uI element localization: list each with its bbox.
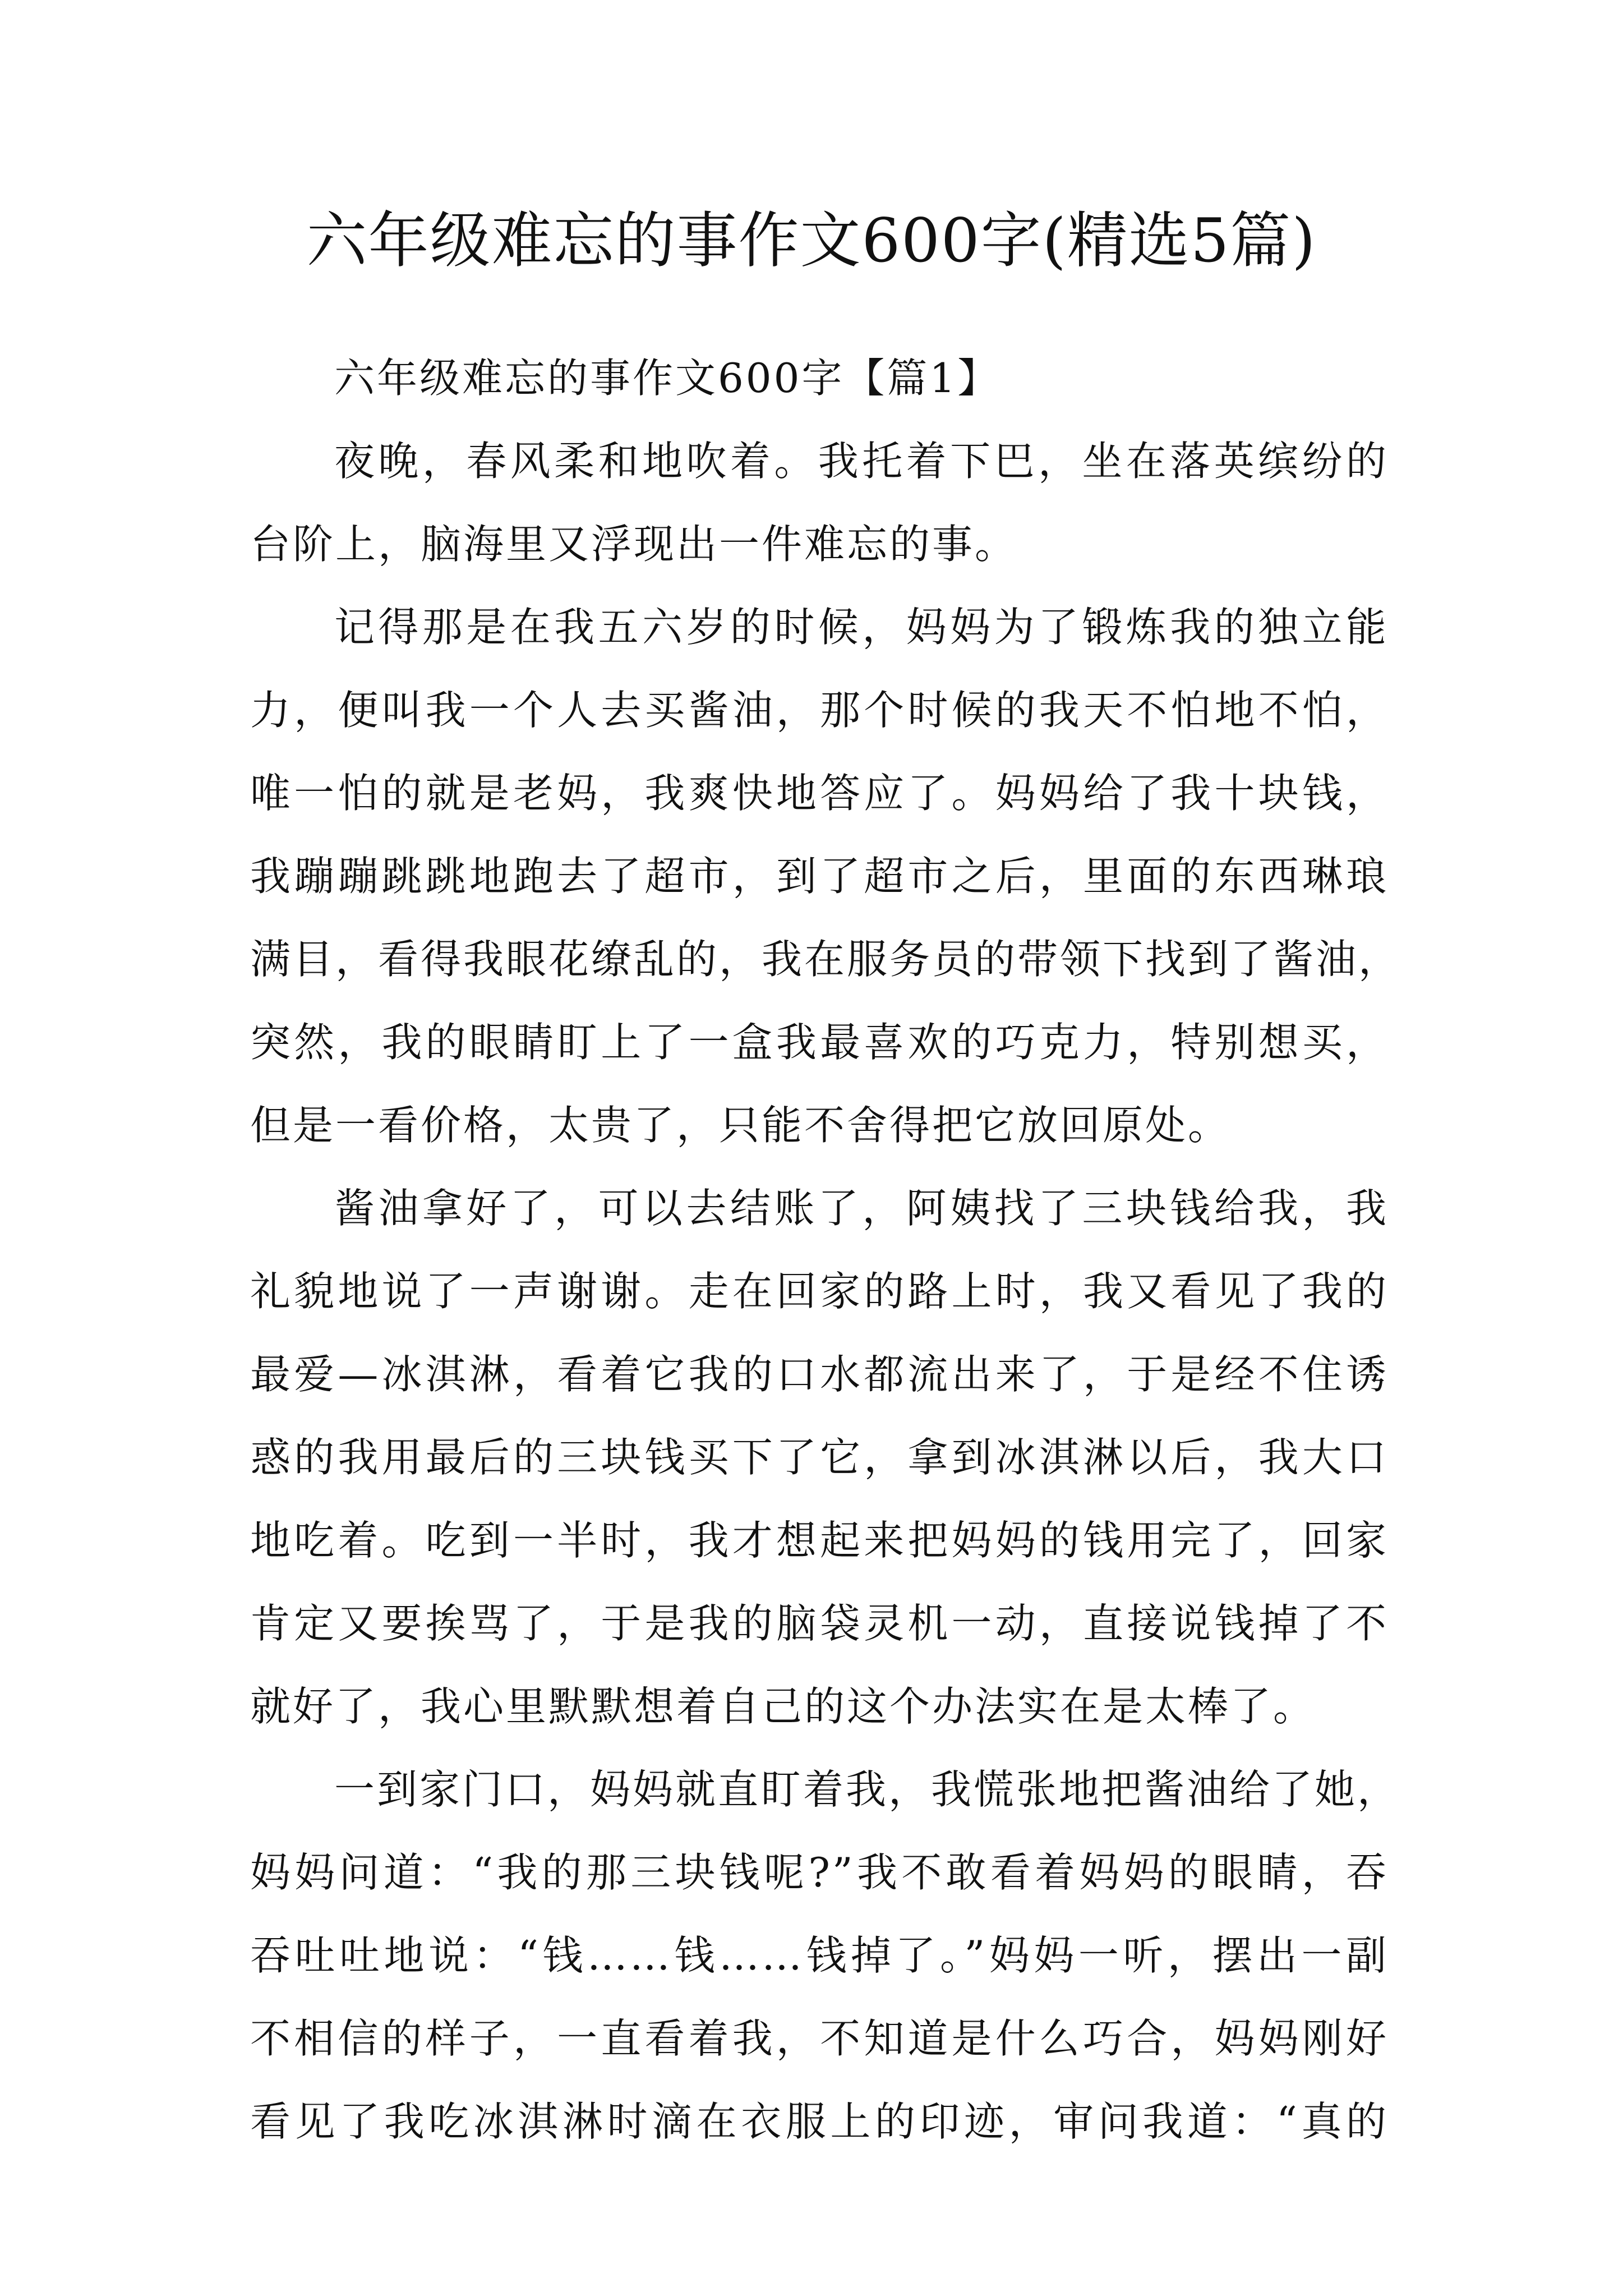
text-line: 满目，看得我眼花缭乱的，我在服务员的带领下找到了酱油，	[250, 936, 1401, 983]
text-line: 就好了，我心里默默想着自己的这个办法实在是太棒了。	[250, 1683, 1316, 1730]
text-line: 力，便叫我一个人去买酱油，那个时候的我天不怕地不怕，	[250, 687, 1389, 734]
text-line: 吞吐吐地说：“钱……钱……钱掉了。”妈妈一听，摆出一副	[250, 1932, 1389, 1979]
text-line: 不相信的样子，一直看着我，不知道是什么巧合，妈妈刚好	[250, 2015, 1389, 2062]
text-line: 惑的我用最后的三块钱买下了它，拿到冰淇淋以后，我大口	[250, 1434, 1389, 1481]
text-line: 唯一怕的就是老妈，我爽快地答应了。妈妈给了我十块钱，	[250, 770, 1389, 817]
text-line: 肯定又要挨骂了，于是我的脑袋灵机一动，直接说钱掉了不	[250, 1600, 1389, 1647]
document-body	[250, 337, 1401, 2163]
text-line: 夜晚，春风柔和地吹着。我托着下巴，坐在落英缤纷的	[334, 438, 1389, 485]
text-line: 酱油拿好了，可以去结账了，阿姨找了三块钱给我，我	[334, 1185, 1389, 1232]
text-line: 我蹦蹦跳跳地跑去了超市，到了超市之后，里面的东西琳琅	[250, 853, 1389, 900]
text-line: 看见了我吃冰淇淋时滴在衣服上的印迹，审问我道：“真的	[250, 2098, 1389, 2145]
text-line: 最爱—冰淇淋，看着它我的口水都流出来了，于是经不住诱	[250, 1351, 1389, 1398]
text-line: 妈妈问道：“我的那三块钱呢?”我不敢看着妈妈的眼睛，吞	[250, 1849, 1389, 1896]
text-line: 一到家门口，妈妈就直盯着我，我慌张地把酱油给了她，	[334, 1766, 1400, 1813]
text-line: 台阶上，脑海里又浮现出一件难忘的事。	[250, 521, 1018, 568]
text-line: 但是一看价格，太贵了，只能不舍得把它放回原处。	[250, 1102, 1231, 1149]
section-heading: 六年级难忘的事作文600字【篇1】	[334, 355, 1000, 402]
document-title: 六年级难忘的事作文600字(精选5篇)	[306, 206, 1317, 276]
text-line: 地吃着。吃到一半时，我才想起来把妈妈的钱用完了，回家	[250, 1517, 1389, 1564]
text-line: 记得那是在我五六岁的时候，妈妈为了锻炼我的独立能	[334, 604, 1389, 651]
text-line: 突然，我的眼睛盯上了一盒我最喜欢的巧克力，特别想买，	[250, 1019, 1389, 1066]
text-line: 礼貌地说了一声谢谢。走在回家的路上时，我又看见了我的	[250, 1268, 1389, 1315]
